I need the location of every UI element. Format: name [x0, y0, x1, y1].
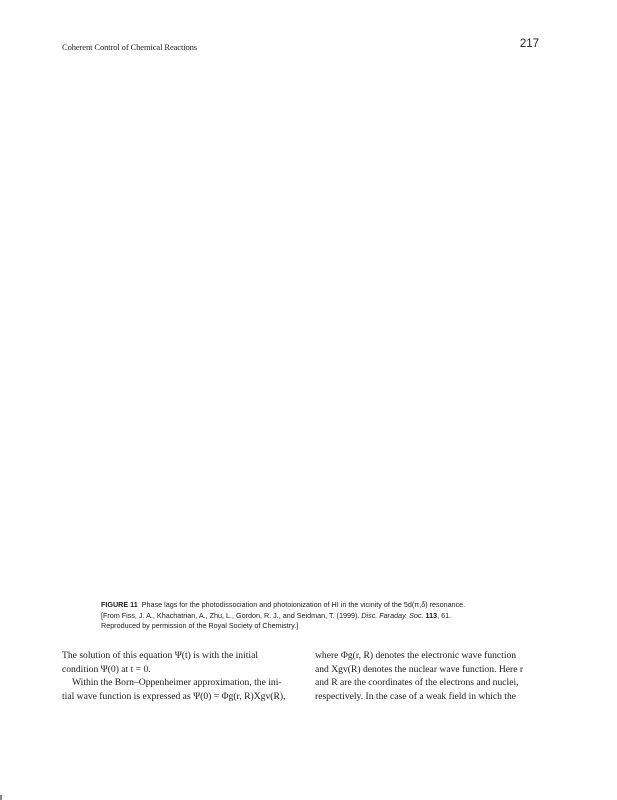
figure-label: FIGURE 11 — [101, 600, 138, 609]
figure-area — [62, 70, 540, 590]
caption-pages: , 61. — [437, 610, 452, 620]
running-head: Coherent Control of Chemical Reactions — [62, 42, 198, 52]
paragraph-line: tial wave function is expressed as Ψ(0) = Φg(r, R)Xgv(R), — [62, 690, 286, 702]
caption-journal: Disc. Faraday. Soc. — [361, 610, 424, 620]
body-column-left — [62, 649, 302, 703]
caption-text: Phase lags for the photodissociation and photoionization of HI in the vicinity of the 5d(π,δ) resonance. — [141, 600, 466, 609]
caption-line-3: Reproduced by permission of the Royal Society of Chemistry.] — [101, 621, 299, 631]
page-number: 217 — [519, 38, 539, 50]
paragraph-line: and R are the coordinates of the electrons and nuclei, — [315, 677, 519, 688]
caption-citation: [From Fiss, J. A., Khachatrian, A., Zhu, L., Gordon, R. J., and Seidman, T. (1999). — [101, 610, 362, 620]
caption-volume: 113 — [425, 610, 438, 620]
caption-line-1 — [101, 600, 531, 611]
body-column-right — [315, 649, 543, 703]
paragraph-line: condition Ψ(0) at t = 0. — [62, 663, 151, 675]
page-corner-mark — [0, 795, 2, 800]
caption-line-2 — [101, 611, 531, 622]
paragraph-line: Within the Born–Oppenheimer approximation, the ini- — [72, 677, 282, 688]
paragraph-line: respectively. In the case of a weak field in which the — [315, 690, 517, 702]
figure-caption — [101, 600, 531, 632]
paragraph-line: The solution of this equation Ψ(t) is with the initial — [62, 650, 258, 661]
paragraph-line: where Φg(r, R) denotes the electronic wave function — [315, 650, 517, 661]
paragraph-line: and Xgv(R) denotes the nuclear wave function. Here r — [315, 663, 524, 675]
